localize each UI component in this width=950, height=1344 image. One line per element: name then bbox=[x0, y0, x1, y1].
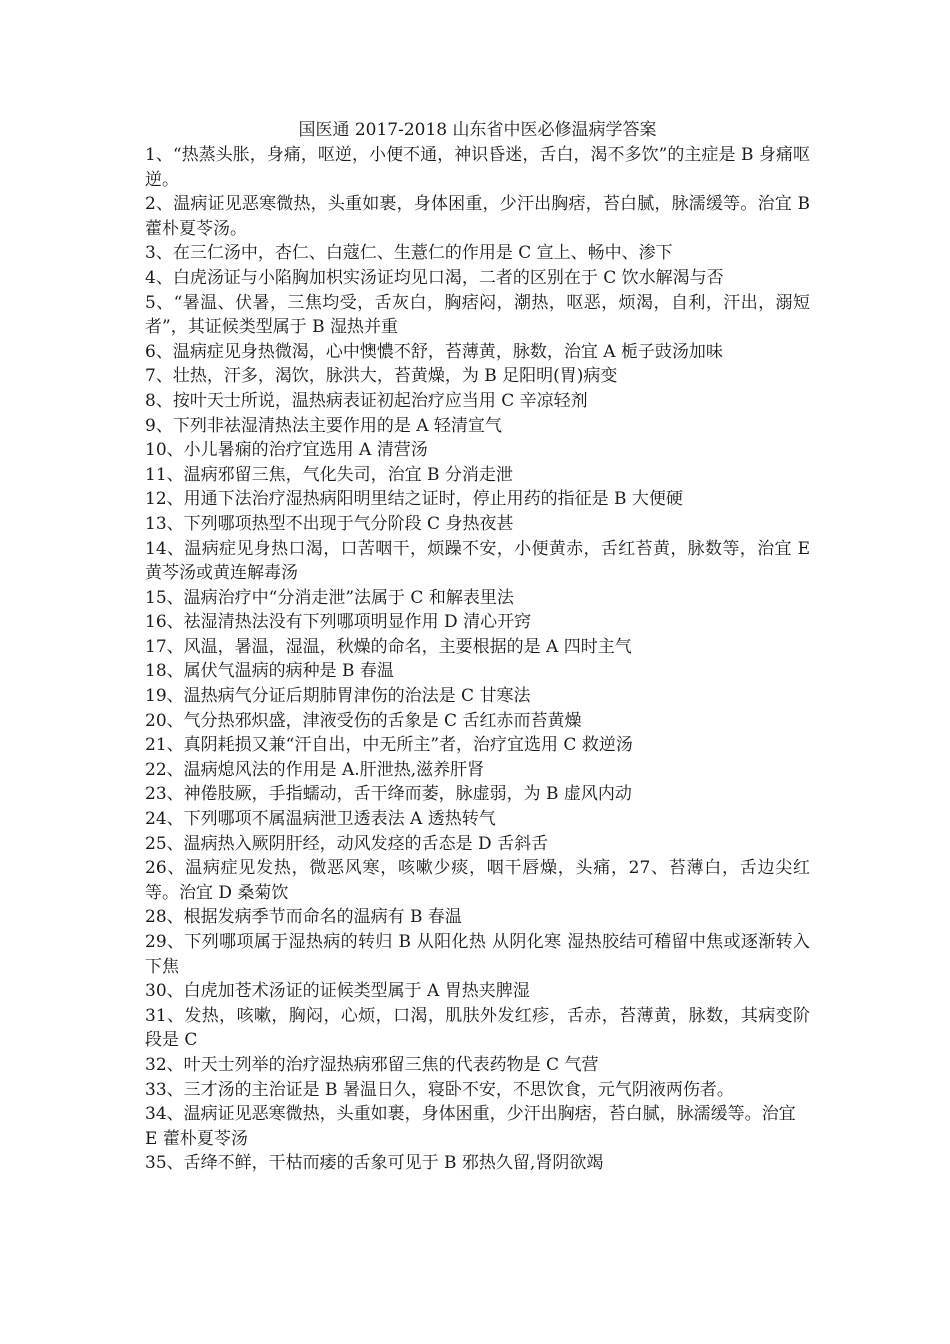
answer-item: 31、发热，咳嗽，胸闷，心烦，口渴，肌肤外发红疹，舌赤，苔薄黄，脉数，其病变阶段是 C bbox=[145, 1005, 810, 1051]
answer-item: 16、祛湿清热法没有下列哪项明显作用 D 清心开窍 bbox=[145, 612, 532, 633]
answer-item: 35、舌绛不鲜，干枯而痿的舌象可见于 B 邪热久留,肾阴欲竭 bbox=[145, 1153, 604, 1174]
answer-item: 24、下列哪项不属温病泄卫透表法 A 透热转气 bbox=[145, 809, 496, 830]
answer-item: 15、温病治疗中“分消走泄”法属于 C 和解表里法 bbox=[145, 587, 514, 608]
answer-item: 19、温热病气分证后期肺胃津伤的治法是 C 甘寒法 bbox=[145, 686, 531, 707]
answer-item: 26、温病症见发热，微恶风寒，咳嗽少痰，咽干唇燥，头痛，27、苔薄白，舌边尖红等。治宜 D 桑菊饮 bbox=[145, 858, 810, 903]
answer-item: 18、属伏气温病的病种是 B 春温 bbox=[145, 661, 394, 682]
answer-item: 30、白虎加苍术汤证的证候类型属于 A 胃热夹脾湿 bbox=[145, 981, 530, 1002]
answer-item: 10、小儿暑痫的治疗宜选用 A 清营汤 bbox=[145, 440, 428, 461]
answer-item: 9、下列非祛湿清热法主要作用的是 A 轻清宣气 bbox=[145, 415, 502, 436]
answer-item: 23、神倦肢厥，手指蠕动，舌干绛而萎，脉虚弱，为 B 虚风内动 bbox=[145, 784, 632, 805]
answer-list bbox=[145, 143, 810, 1176]
answer-item: 1、“热蒸头胀，身痛，呕逆，小便不通，神识昏迷，舌白，渴不多饮”的主症是 B 身痛呕逆。 bbox=[145, 145, 810, 190]
answer-item: 32、叶天士列举的治疗湿热病邪留三焦的代表药物是 C 气营 bbox=[145, 1054, 599, 1075]
answer-item: 7、壮热，汗多，渴饮，脉洪大，苔黄燥，为 B 足阳明(胃)病变 bbox=[145, 366, 618, 387]
answer-item: 34、温病证见恶寒微热，头重如裹，身体困重，少汗出胸痞，苔白腻，脉濡缓等。治宜 bbox=[145, 1104, 796, 1125]
answer-item: 13、下列哪项热型不出现于气分阶段 C 身热夜甚 bbox=[145, 513, 514, 534]
answer-item: 20、气分热邪炽盛，津液受伤的舌象是 C 舌红赤而苔黄燥 bbox=[145, 710, 582, 731]
answer-item: 2、温病证见恶寒微热，头重如裹，身体困重，少汗出胸痞，苔白腻，脉濡缓等。治宜 B 藿朴夏苓汤。 bbox=[145, 194, 810, 239]
answer-item: 11、温病邪留三焦，气化失司，治宜 B 分消走泄 bbox=[145, 464, 513, 485]
document-page bbox=[145, 118, 810, 1176]
answer-item: E 藿朴夏苓汤 bbox=[145, 1128, 248, 1149]
document-title: 国医通 2017-2018 山东省中医必修温病学答案 bbox=[298, 120, 657, 140]
answer-item: 33、三才汤的主治证是 B 暑温日久，寝卧不安，不思饮食，元气阴液两伤者。 bbox=[145, 1079, 734, 1100]
answer-item: 21、真阴耗损又兼“汗自出，中无所主”者，治疗宜选用 C 救逆汤 bbox=[145, 735, 633, 756]
answer-item: 17、风温，暑温，湿温，秋燥的命名，主要根据的是 A 四时主气 bbox=[145, 636, 632, 657]
answer-item: 14、温病症见身热口渴，口苦咽干，烦躁不安，小便黄赤，舌红苔黄，脉数等，治宜 E 黄芩汤或黄连解毒汤 bbox=[145, 538, 810, 584]
answer-item: 3、在三仁汤中，杏仁、白蔻仁、生薏仁的作用是 C 宣上、畅中、渗下 bbox=[145, 243, 673, 264]
answer-item: 5、“暑温、伏暑，三焦均受，舌灰白，胸痞闷，潮热，呕恶，烦渴，自利，汗出，溺短者”，其证候类型属于 B 湿热并重 bbox=[145, 292, 810, 338]
answer-item: 6、温病症见身热微渴，心中懊憹不舒，苔薄黄，脉数，治宜 A 栀子豉汤加味 bbox=[145, 341, 723, 362]
answer-item: 22、温病熄风法的作用是 A.肝泄热,滋养肝肾 bbox=[145, 759, 485, 780]
answer-item: 29、下列哪项属于湿热病的转归 B 从阳化热 从阴化寒 湿热胶结可稽留中焦或逐渐转入下焦 bbox=[145, 932, 810, 977]
answer-item: 28、根据发病季节而命名的温病有 B 春温 bbox=[145, 907, 462, 928]
answer-item: 25、温病热入厥阴肝经，动风发痉的舌态是 D 舌斜舌 bbox=[145, 833, 549, 854]
answer-item: 8、按叶天士所说，温热病表证初起治疗应当用 C 辛凉轻剂 bbox=[145, 390, 588, 411]
answer-item: 4、白虎汤证与小陷胸加枳实汤证均见口渴，二者的区别在于 C 饮水解渴与否 bbox=[145, 267, 724, 288]
answer-item: 12、用通下法治疗湿热病阳明里结之证时，停止用药的指征是 B 大便硬 bbox=[145, 489, 683, 510]
